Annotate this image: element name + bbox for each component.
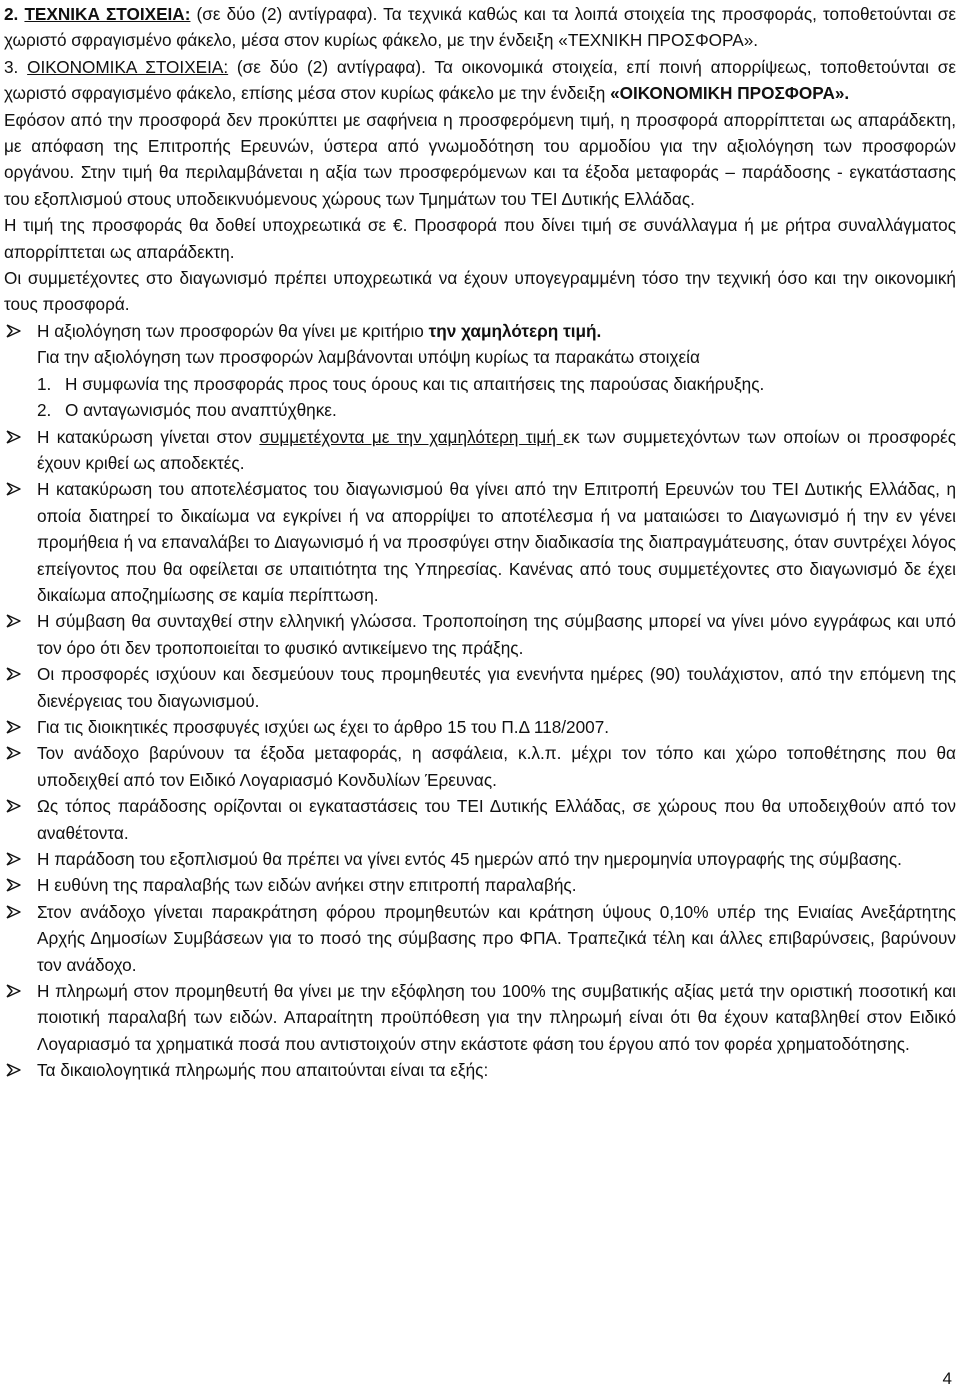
terms-bullet-item bbox=[4, 714, 956, 740]
evaluation-text: Η αξιολόγηση των προσφορών θα γίνει με κριτήριο bbox=[37, 320, 429, 341]
evaluation-criterion: την χαμηλότερη τιμή. bbox=[428, 320, 602, 341]
page-content bbox=[4, 1, 956, 1084]
arrow-bullet-icon bbox=[6, 793, 28, 819]
arrow-bullet-icon bbox=[6, 661, 28, 687]
section-2-paragraph bbox=[4, 1, 956, 54]
section-2-text: (σε δύο (2) αντίγραφα). Τα τεχνικά καθώς και τα λοιπά στοιχεία της προσφοράς, τοποθετούνται σε χωριστό σφραγισμένο φάκελο, μέσα στον κυρίως φάκελο, με την ένδειξη «ΤΕΧΝΙΚΗ ΠΡΟΣΦΟΡΑ». bbox=[4, 4, 957, 51]
arrow-bullet-icon bbox=[6, 978, 28, 1004]
section-3-heading: ΟΙΚΟΝΟΜΙΚΑ ΣΤΟΙΧΕΙΑ: bbox=[27, 56, 229, 77]
arrow-bullet-icon bbox=[6, 318, 28, 344]
evaluation-item-text: Ο ανταγωνισμός που αναπτύχθηκε. bbox=[65, 400, 337, 421]
section-3-number: 3. bbox=[4, 56, 19, 77]
section-2-heading: ΤΕΧΝΙΚΑ ΣΤΟΙΧΕΙΑ: bbox=[24, 4, 191, 24]
arrow-bullet-icon bbox=[6, 424, 28, 450]
section-2-number: 2. bbox=[4, 4, 19, 24]
terms-bullet-text: Για τις διοικητικές προσφυγές ισχύει ως έχει το άρθρο 15 του Π.Δ 118/2007. bbox=[37, 716, 610, 737]
terms-bullet-text: Η κατακύρωση του αποτελέσματος του διαγωνισμού θα γίνει από την Επιτροπή Ερευνών του ΤΕΙ Δυτικής Ελλάδας, η οποία διατηρεί το δικαίωμα να εγκρίνει ή να απορρίψει το αποτέλεσμα ή να ματαιώσει το Διαγωνισμό ή την εν γένει προμήθεια ή να επαναλάβει το Διαγωνισμό ή να προσφύγει στην διαδικασία της διαπραγμάτευσης, όταν συντρέχει λόγος επείγοντος που θα οφείλεται σε υπαιτιότητα της Υπηρεσίας. Κανένας από τους συμμετέχοντες στο διαγωνισμό δε έχει δικαίωμα αποζημίωσης σε καμία περίπτωση. bbox=[37, 479, 956, 605]
terms-bullet-item bbox=[4, 1057, 956, 1083]
arrow-bullet-icon bbox=[6, 714, 28, 740]
terms-bullet-text: Στον ανάδοχο γίνεται παρακράτηση φόρου προμηθευτών και κράτηση ύψους 0,10% υπέρ της Ενιαίας Ανεξάρτητης Αρχής Δημοσίων Συμβάσεων για το ποσό της σύμβασης προ ΦΠΑ. Τραπεζικά τέλη και άλλες επιβαρύνσεις, βαρύνουν τον ανάδοχο. bbox=[37, 901, 956, 975]
arrow-bullet-icon bbox=[6, 899, 28, 925]
evaluation-item-number: 2. bbox=[37, 400, 52, 421]
terms-bullet-text: Η ευθύνη της παραλαβής των ειδών ανήκει στην επιτροπή παραλαβής. bbox=[37, 875, 577, 896]
arrow-bullet-icon bbox=[6, 1057, 28, 1083]
terms-bullet-item bbox=[4, 978, 956, 1057]
page-number: 4 bbox=[942, 1368, 952, 1388]
arrow-bullet-icon bbox=[6, 740, 28, 766]
terms-bullet-text: Ως τόπος παράδοσης ορίζονται οι εγκαταστάσεις του ΤΕΙ Δυτικής Ελλάδας, σε χώρους που θα υποδειχθούν από τον αναθέτοντα. bbox=[37, 796, 956, 843]
section-3-label: «ΟΙΚΟΝΟΜΙΚΗ ΠΡΟΣΦΟΡΑ». bbox=[610, 83, 850, 104]
evaluation-item-text: Η συμφωνία της προσφοράς προς τους όρους και τις απαιτήσεις της παρούσας διακήρυξης. bbox=[65, 373, 765, 394]
terms-bullet-item bbox=[4, 661, 956, 714]
evaluation-item bbox=[4, 397, 956, 423]
arrow-bullet-icon bbox=[6, 872, 28, 898]
evaluation-intro: Για την αξιολόγηση των προσφορών λαμβάνονται υπόψη κυρίως τα παρακάτω στοιχεία bbox=[37, 347, 700, 368]
signature-paragraph: Οι συμμετέχοντες στο διαγωνισμό πρέπει υποχρεωτικά να έχουν υπογεγραμμένη τόσο την τεχνική όσο και την οικονομική τους προσφορά. bbox=[4, 268, 956, 315]
award-text-underlined: συμμετέχοντα με την χαμηλότερη τιμή bbox=[259, 426, 564, 447]
award-bullet bbox=[4, 424, 956, 477]
terms-bullet-item bbox=[4, 872, 956, 898]
arrow-bullet-icon bbox=[6, 846, 28, 872]
terms-bullet-text: Οι προσφορές ισχύουν και δεσμεύουν τους προμηθευτές για ενενήντα ημέρες (90) τουλάχιστον, από την επόμενη της διενέργειας του διαγωνισμού. bbox=[37, 664, 956, 711]
section-3-text: (σε δύο (2) αντίγραφα). Τα οικονομικά στοιχεία, επί ποινή απορρίψεως, τοποθετούνται σε χωριστό σφραγισμένο φάκελο, επίσης μέσα στον κυρίως φάκελο με την ένδειξη bbox=[4, 56, 956, 104]
section-3-paragraph bbox=[4, 54, 956, 107]
award-text-before: Η κατακύρωση γίνεται στον bbox=[37, 426, 260, 447]
terms-bullet-item bbox=[4, 793, 956, 846]
terms-bullet-item bbox=[4, 608, 956, 661]
terms-bullet-text: Η σύμβαση θα συνταχθεί στην ελληνική γλώσσα. Τροποποίηση της σύμβασης μπορεί να γίνει μόνο εγγράφως και υπό τον όρο ότι δεν τροποποιείται το φυσικό αντικείμενο της πράξης. bbox=[37, 611, 956, 658]
award-text-after: εκ των συμμετεχόντων των οποίων οι προσφορές έχουν κριθεί ως αποδεκτές. bbox=[37, 426, 956, 473]
currency-paragraph: Η τιμή της προσφοράς θα δοθεί υποχρεωτικά σε €. Προσφορά που δίνει τιμή σε συνάλλαγμα ή με ρήτρα συναλλάγματος απορρίπτεται ως απαράδεκτη. bbox=[4, 215, 956, 262]
terms-bullet-list bbox=[4, 476, 956, 1083]
terms-bullet-text: Η πληρωμή στον προμηθευτή θα γίνει με την εξόφληση του 100% της συμβατικής αξίας μετά την οριστική ποσοτική και ποιοτική παραλαβή των ειδών. Απαραίτητη προϋπόθεση για την πληρωμή είναι ότι θα έχουν καταβληθεί στον Ειδικό Λογαριασμό τα χρηματικά ποσά που αντιστοιχούν στην εκάστοτε φάση του έργου από τον φορέα χρηματοδότησης. bbox=[37, 981, 956, 1054]
terms-bullet-item bbox=[4, 740, 956, 793]
evaluation-bullet bbox=[4, 318, 956, 344]
terms-bullet-item bbox=[4, 846, 956, 872]
terms-bullet-text: Τα δικαιολογητικά πληρωμής που απαιτούνται είναι τα εξής: bbox=[37, 1060, 489, 1081]
evaluation-item-number: 1. bbox=[37, 373, 52, 394]
arrow-bullet-icon bbox=[6, 476, 28, 502]
arrow-bullet-icon bbox=[6, 608, 28, 634]
terms-bullet-item bbox=[4, 899, 956, 978]
terms-bullet-text: Τον ανάδοχο βαρύνουν τα έξοδα μεταφοράς, η ασφάλεια, κ.λ.π. μέχρι τον τόπο και χώρο τοποθέτησης που θα υποδειχθεί από τον Ειδικό Λογαριασμό Κονδυλίων Έρευνας. bbox=[37, 743, 956, 790]
terms-bullet-item bbox=[4, 476, 956, 608]
evaluation-item bbox=[4, 371, 956, 397]
price-clarity-paragraph: Εφόσον από την προσφορά δεν προκύπτει με σαφήνεια η προσφερόμενη τιμή, η προσφορά απορρίπτεται ως απαράδεκτη, με απόφαση της Επιτροπής Ερευνών, ύστερα από γνωμοδότηση του αρμοδίου για την αξιολόγηση των προσφορών οργάνου. Στην τιμή θα περιλαμβάνεται η αξία των προσφερόμενων και τα έξοδα μεταφοράς – παράδοσης - εγκατάστασης του εξοπλισμού στους υποδεικνυόμενους χώρους των Τμημάτων του ΤΕΙ Δυτικής Ελλάδας. bbox=[4, 109, 956, 209]
terms-bullet-text: Η παράδοση του εξοπλισμού θα πρέπει να γίνει εντός 45 ημερών από την ημερομηνία υπογραφής της σύμβασης. bbox=[37, 849, 902, 869]
